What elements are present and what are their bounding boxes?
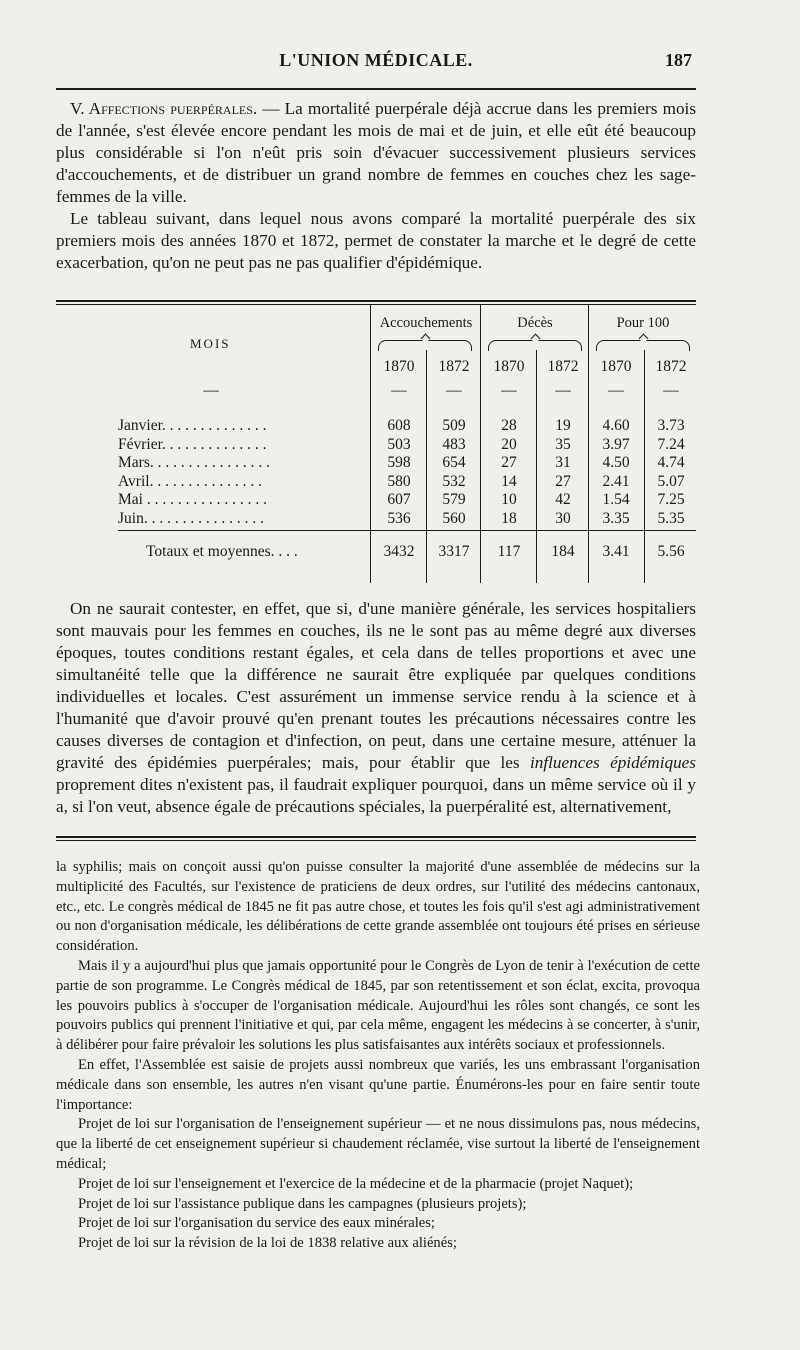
totals-cell: 3.41 <box>602 543 630 560</box>
year-header: 1870 <box>493 358 525 375</box>
paragraph-discussion-b: proprement dites n'existent pas, il faudrait expliquer pourquoi, dans un même service où il y a, si l'on veut, absence égale de précautions spéciales, la puerpéralité est, alternativement, <box>56 775 696 816</box>
note-paragraph: Projet de loi sur l'organisation de l'enseignement supérieur — et ne nous dissimulons pas, nous médecins, que la liberté de cet enseignement supérieur si chaudement réclamée, vise surtout la liberté de l'enseignement médical; <box>56 1116 700 1172</box>
brace-pour-100 <box>596 340 690 351</box>
mortality-table <box>56 300 696 584</box>
dash-mark: — <box>391 382 407 399</box>
table-cell: 3.97 <box>602 435 630 453</box>
paragraph-intro-text: — La mortalité puerpérale déjà accrue dans les premiers mois de l'année, s'est élevée encore pendant les mois de mai et de juin, et elle eût été beaucoup plus considérable si l'on n'eût pris soin d'évacuer successivement plusieurs services d'accouchements, et de distribuer un grand nombre de femmes en couches chez les sage-femmes de la ville. <box>56 99 697 206</box>
table-cell: 3.73 <box>657 417 685 434</box>
table-cell: 4.74 <box>657 454 685 472</box>
footnote-column <box>56 858 700 1254</box>
table-cell: 19 <box>555 417 571 434</box>
month-label: Janvier. . . . . . . . . . . . . . <box>118 417 267 434</box>
paragraph-discussion-a: On ne saurait contester, en effet, que si, d'une manière générale, les services hospitaliers sont mauvais pour les femmes en couches, ils ne le sont pas au même degré aux diverses époques, toutes conditions restant égales, et cela dans de telles proportions et avec une simultanéité telle que la différence ne saurait être expliquée par quelques conditions individuelles et locales. C'est assurément un immense service rendu à la science et à l'humanité que d'avoir prouvé qu'en prenant toutes les précautions nécessaires contre les causes diverses de contagion et d'infection, on peut, dans une certaine mesure, atténuer la gravité des épidémies puerpérales; mais, pour établir que les <box>56 599 696 772</box>
totals-cell: 3432 <box>383 543 415 560</box>
table-cell: 560 <box>442 510 466 527</box>
footnote-rule-thin <box>56 840 696 841</box>
note-paragraph: Mais il y a aujourd'hui plus que jamais opportunité pour le Congrès de Lyon de tenir à l'exécution de cette partie de son programme. Le Congrès médical de 1845, par son retentissement et son éclat, excita, provoqua les pouvoirs publics à s'occuper de l'organisation médicale. Aujourd'hui les rôles sont changés, ce sont les pouvoirs publics qui prennent l'initiative et qui, par cela même, engagent les médecins à se concerter, à s'unir, à délibérer pour faire prévaloir les solutions les plus satisfaisantes aux intérêts sociaux et professionnels. <box>56 957 700 1054</box>
table-cell: 654 <box>442 454 466 472</box>
totals-cell: 3317 <box>438 543 470 560</box>
running-head <box>56 50 696 76</box>
table-cell: 5.07 <box>657 472 685 490</box>
dash-mark: — <box>203 382 219 399</box>
month-label: Juin. . . . . . . . . . . . . . . . <box>118 510 264 527</box>
brace-accouchements <box>378 340 472 351</box>
table-cell: 607 <box>387 491 411 509</box>
dash-mark: — <box>446 382 462 399</box>
note-paragraph: Projet de loi sur l'organisation du service des eaux minérales; <box>78 1215 435 1232</box>
header-accouchements: Accouchements <box>379 315 473 331</box>
discussion-text <box>56 598 696 818</box>
table-cell: 509 <box>442 417 466 434</box>
dash-mark: — <box>663 382 679 399</box>
header-deces: Décès <box>517 315 553 331</box>
table-top-rule-thin <box>56 304 696 305</box>
table-cell: 5.35 <box>657 510 685 527</box>
page-number: 187 <box>665 50 692 70</box>
footnote-rule <box>56 836 696 838</box>
totals-cell: 5.56 <box>657 543 685 560</box>
table-cell: 31 <box>555 454 571 472</box>
table-cell: 27 <box>501 454 517 472</box>
table-cell: 608 <box>387 417 411 434</box>
paragraph-discussion <box>56 598 696 818</box>
month-label: Mai . . . . . . . . . . . . . . . . <box>118 491 267 509</box>
paragraph-table-intro: Le tableau suivant, dans lequel nous avons comparé la mortalité puerpérale des six premiers mois des années 1870 et 1872, permet de constater la marche et le degré de cette exacerbation, qu'on ne peut pas ne pas qualifier d'épidémique. <box>56 209 696 272</box>
table-cell: 7.24 <box>657 435 685 453</box>
journal-title: L'UNION MÉDICALE. <box>279 50 473 70</box>
table-cell: 536 <box>387 510 411 527</box>
table-cell: 10 <box>501 491 517 509</box>
table-cell: 7.25 <box>657 491 685 509</box>
header-rule <box>56 88 696 90</box>
table-cell: 598 <box>387 454 411 472</box>
italic-phrase: influences épidémiques <box>529 753 696 772</box>
month-label: Février. . . . . . . . . . . . . . <box>118 435 267 453</box>
paragraph-intro <box>56 98 696 208</box>
totals-rule <box>118 530 696 531</box>
month-label: Avril. . . . . . . . . . . . . . . <box>118 472 262 490</box>
year-header: 1870 <box>600 358 632 375</box>
table-cell: 28 <box>501 417 517 434</box>
year-header: 1872 <box>547 358 579 375</box>
table-cell: 532 <box>442 472 466 490</box>
table-cell: 2.41 <box>602 472 630 490</box>
brace-deces <box>488 340 582 351</box>
note-paragraph: la syphilis; mais on conçoit aussi qu'on puisse consulter la majorité d'une assemblée de médecins sur la multiplicité des Facultés, sur l'existence de praticiens de deux ordres, sur l'utilité des médecins cantonaux, etc., etc. Le congrès médical de 1845 ne fit pas autre chose, et toutes les fois qu'il s'est agi administrativement ou non d'organisation médicale, les délibérations de cette grande assemblée ont toujours été prises en sérieuse considération. <box>56 859 700 955</box>
dash-mark: — <box>555 382 571 399</box>
section-text <box>56 98 696 274</box>
table-cell: 4.60 <box>602 417 630 434</box>
totals-cell: 117 <box>497 543 521 560</box>
note-paragraph: En effet, l'Assemblée est saisie de projets aussi nombreux que variés, les uns embrassant l'organisation médicale dans son ensemble, les autres n'en visant qu'une partie. Énumérons-les pour en faire sentir toute l'importance: <box>56 1056 700 1113</box>
totals-label: Totaux et moyennes. . . . <box>146 543 298 560</box>
year-header: 1870 <box>383 358 415 375</box>
table-cell: 35 <box>555 435 571 453</box>
table-cell: 20 <box>501 435 517 453</box>
table-cell: 30 <box>555 510 571 527</box>
year-header: 1872 <box>655 358 687 375</box>
table-cell: 3.35 <box>602 510 630 527</box>
table-cell: 503 <box>387 435 411 453</box>
note-paragraph: Projet de loi sur la révision de la loi de 1838 relative aux aliénés; <box>78 1235 457 1252</box>
table-top-rule <box>56 300 696 302</box>
mois-header: MOIS <box>190 336 231 351</box>
table-cell: 1.54 <box>602 491 630 509</box>
note-paragraph: Projet de loi sur l'enseignement et l'exercice de la médecine et de la pharmacie (projet Naquet); <box>78 1175 634 1192</box>
year-header: 1872 <box>438 358 470 375</box>
section-heading: V. Affections puerpérales. <box>70 99 258 118</box>
table-cell: 483 <box>442 435 466 453</box>
month-label: Mars. . . . . . . . . . . . . . . . <box>118 454 270 472</box>
table-cell: 14 <box>501 472 517 490</box>
dash-mark: — <box>501 382 517 399</box>
dash-mark: — <box>608 382 624 399</box>
table-cell: 4.50 <box>602 454 630 472</box>
note-paragraph: Projet de loi sur l'assistance publique dans les campagnes (plusieurs projets); <box>78 1195 527 1212</box>
table-cell: 580 <box>387 472 411 490</box>
header-pour-100: Pour 100 <box>616 315 670 331</box>
table-cell: 27 <box>555 472 571 490</box>
totals-cell: 184 <box>551 543 575 560</box>
col-divider <box>370 305 371 583</box>
table-cell: 579 <box>442 491 466 509</box>
table-cell: 18 <box>501 510 517 527</box>
table-cell: 42 <box>555 491 571 509</box>
